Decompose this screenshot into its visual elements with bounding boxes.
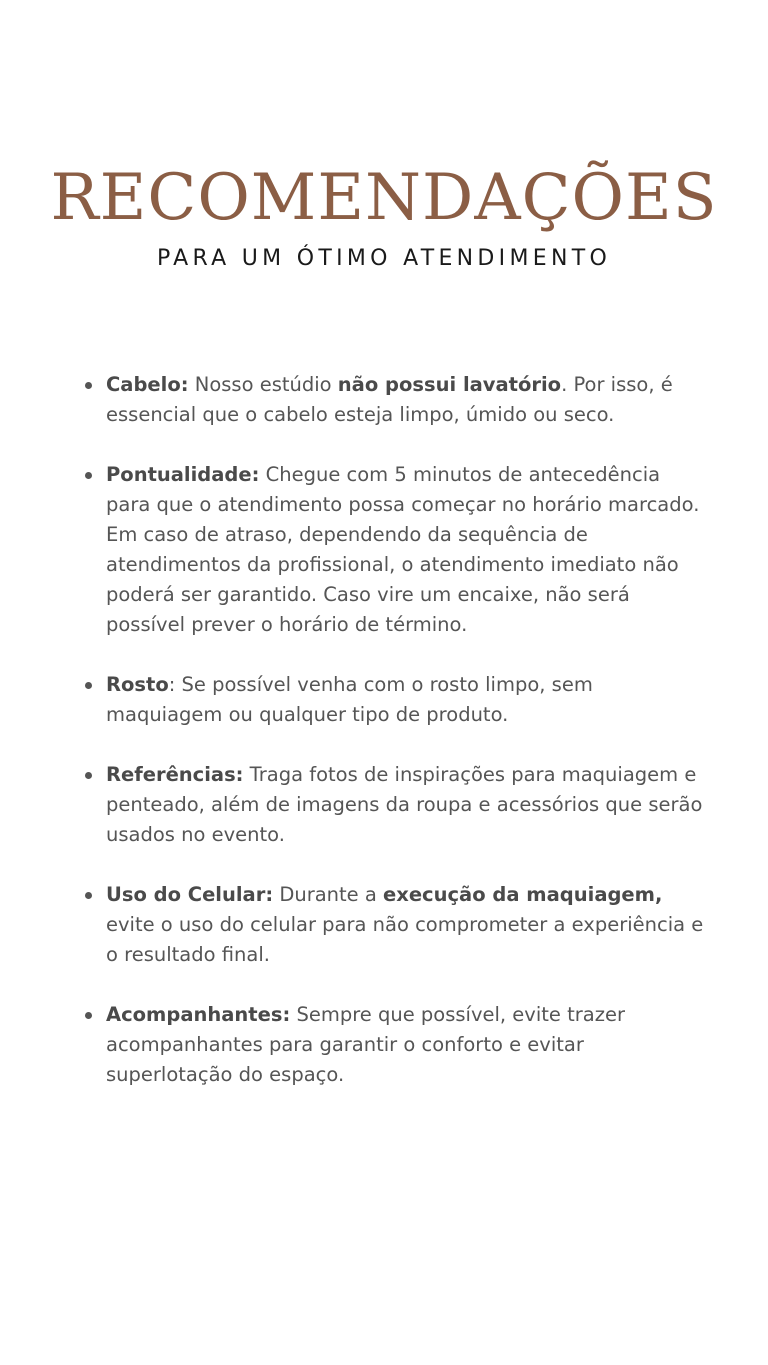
item-label: Rosto xyxy=(106,673,169,696)
page-subtitle: PARA UM ÓTIMO ATENDIMENTO xyxy=(156,246,612,271)
bullet-icon xyxy=(85,472,92,479)
item-text: evite o uso do celular para não comprometer a experiência e o resultado final. xyxy=(106,913,704,966)
bullet-icon xyxy=(85,682,92,689)
list-item-referencias xyxy=(106,760,706,850)
list-item-pontualidade xyxy=(106,460,706,640)
item-label: Cabelo: xyxy=(106,373,189,396)
item-text: Traga fotos de inspirações para maquiagem e penteado, além de imagens da roupa e acessórios que serão usados no evento. xyxy=(106,763,703,846)
item-emphasis: não possui lavatório xyxy=(337,373,562,396)
header xyxy=(0,160,768,274)
page-title: RECOMENDAÇÕES xyxy=(50,161,718,235)
recommendations-list xyxy=(106,370,706,1120)
item-text: Sempre que possível, evite trazer acompanhantes para garantir o conforto e evitar superlotação do espaço. xyxy=(106,1003,625,1086)
bullet-icon xyxy=(85,1012,92,1019)
item-text: . Por isso, é essencial que o cabelo esteja limpo, úmido ou seco. xyxy=(106,373,673,426)
item-text: : Se possível venha com o rosto limpo, sem maquiagem ou qualquer tipo de produto. xyxy=(106,673,593,726)
item-text: Durante a xyxy=(273,883,384,906)
bullet-icon xyxy=(85,382,92,389)
item-label: Acompanhantes: xyxy=(106,1003,291,1026)
item-text: Chegue com 5 minutos de antecedência para que o atendimento possa começar no horário marcado. Em caso de atraso, dependendo da sequência de atendimentos da profissional, o atendimento imediato não poderá ser garantido. Caso vire um encaixe, não será possível prever o horário de término. xyxy=(106,463,700,636)
item-emphasis: execução da maquiagem, xyxy=(383,883,663,906)
item-label: Referências: xyxy=(106,763,244,786)
bullet-icon xyxy=(85,772,92,779)
item-text: Nosso estúdio xyxy=(188,373,338,396)
item-label: Pontualidade: xyxy=(106,463,260,486)
list-item-acompanhantes xyxy=(106,1000,706,1090)
item-label: Uso do Celular: xyxy=(106,883,274,906)
list-item-uso-do-celular xyxy=(106,880,706,970)
list-item-cabelo xyxy=(106,370,706,430)
list-item-rosto xyxy=(106,670,706,730)
bullet-icon xyxy=(85,892,92,899)
